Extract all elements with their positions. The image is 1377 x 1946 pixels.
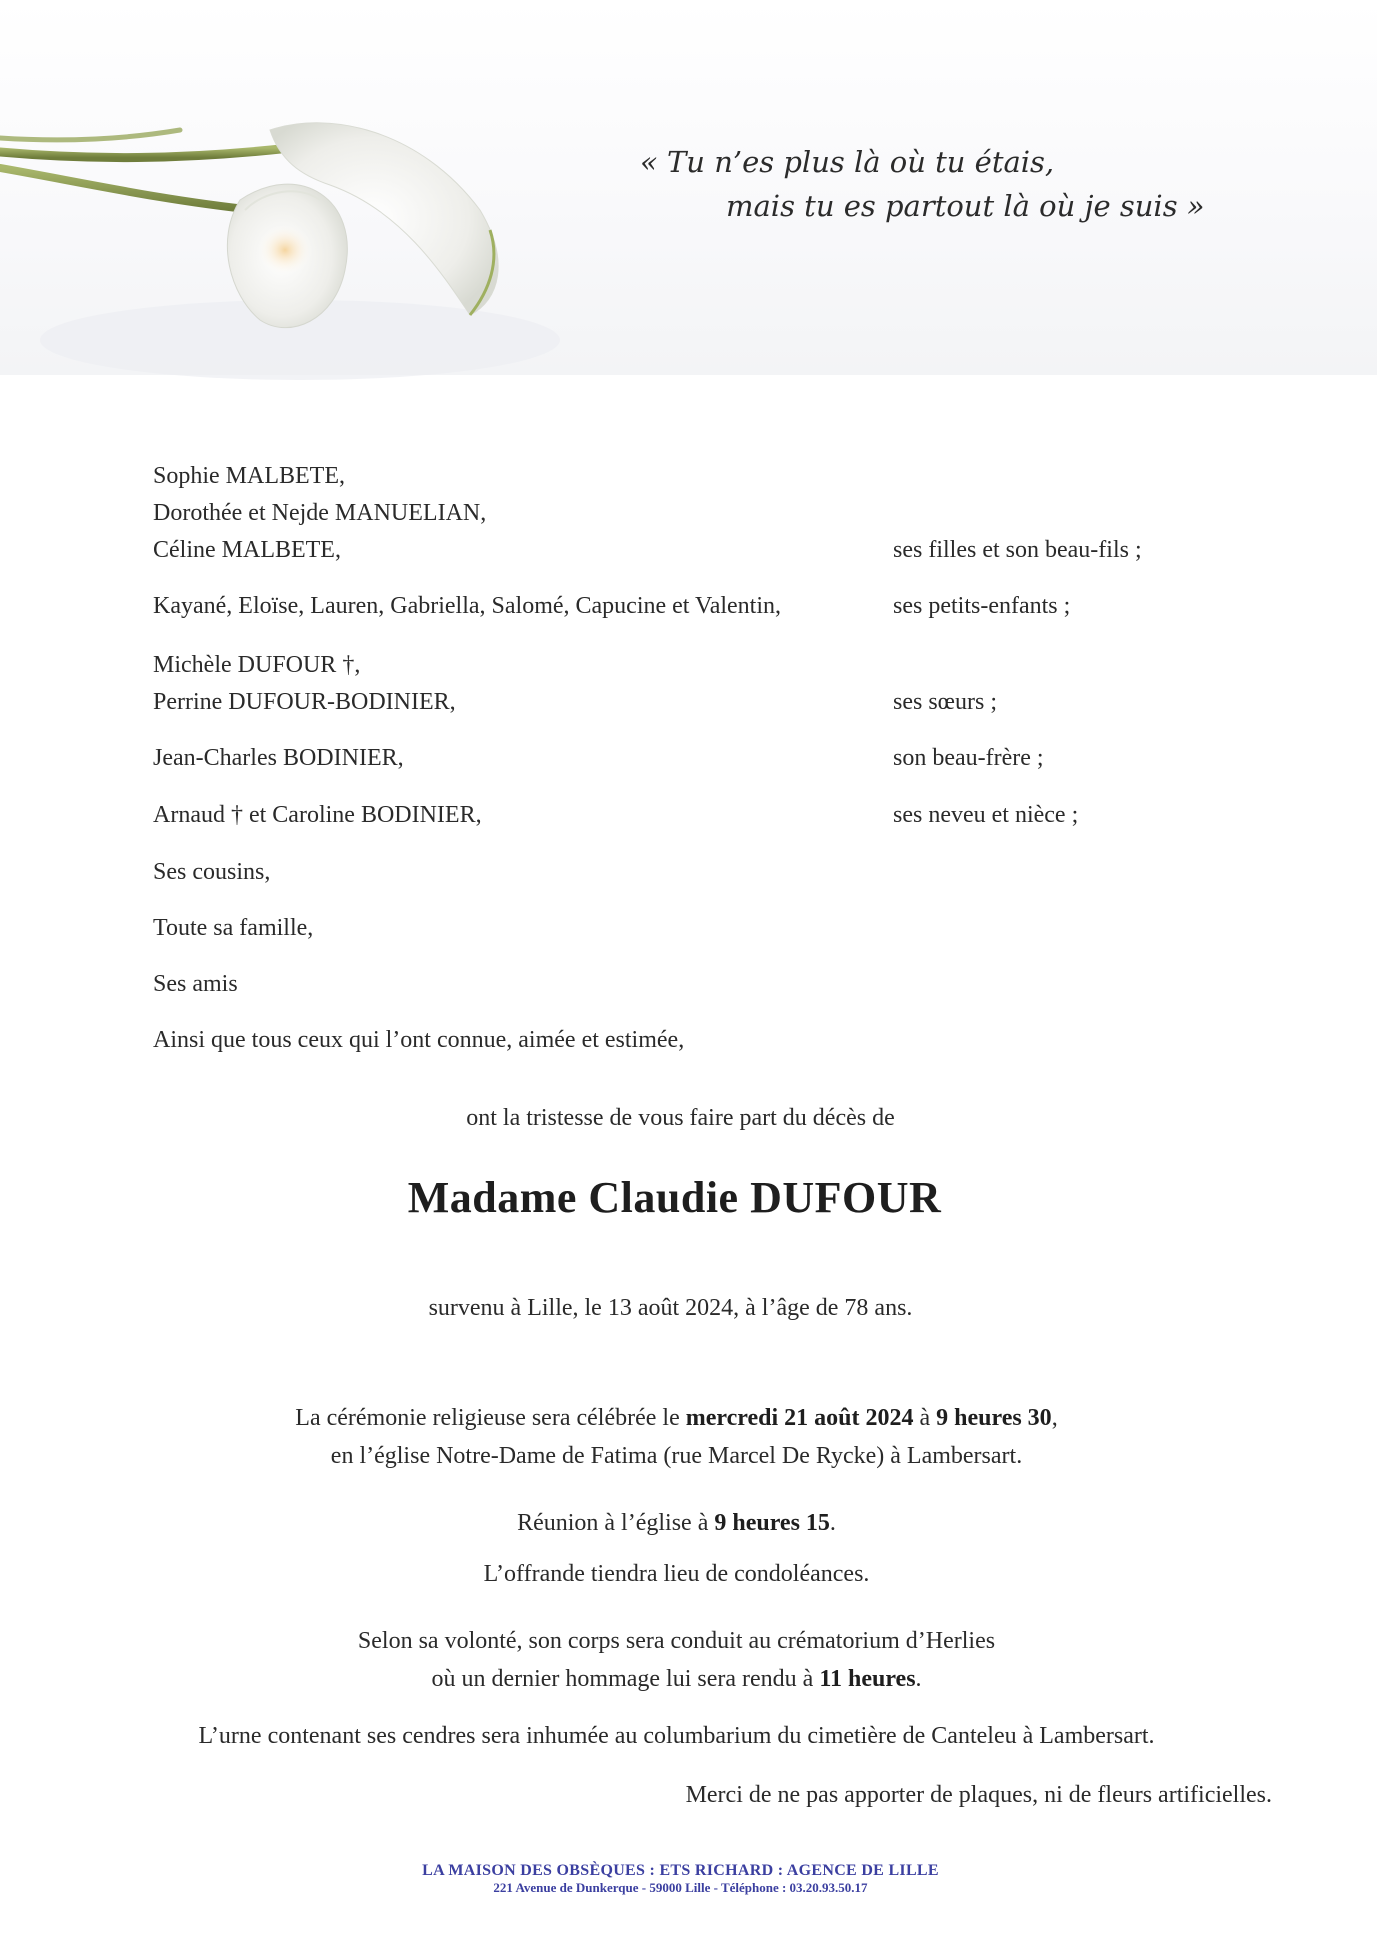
ceremony-text: , [1051, 1405, 1058, 1431]
family-name: Toute sa famille, [153, 915, 314, 941]
calla-lily-illustration [0, 90, 560, 380]
offering-line: L’offrande tiendra lieu de condoléances. [483, 1561, 870, 1587]
epigraph-quote [640, 140, 1205, 228]
urn-line: L’urne contenant ses cendres sera inhumée au columbarium du cimetière de Canteleu à Lambersart. [198, 1723, 1155, 1749]
no-plaques-line: Merci de ne pas apporter de plaques, ni de fleurs artificielles. [685, 1782, 1272, 1808]
footer-address: 221 Avenue de Dunkerque - 59000 Lille - Téléphone : 03.20.93.50.17 [493, 1880, 868, 1895]
family-name: Sophie MALBETE, [153, 463, 345, 489]
quote-line-1: « Tu n’es plus là où tu étais, [640, 145, 1055, 179]
family-relation: ses sœurs ; [893, 689, 998, 715]
cremation-text: . [915, 1666, 922, 1692]
family-relation: son beau-frère ; [893, 745, 1044, 771]
cremation-line-2 [0, 1661, 1365, 1698]
ceremony-text: à [913, 1405, 937, 1431]
footer-company: LA MAISON DES OBSÈQUES : ETS RICHARD : AGENCE DE LILLE [422, 1862, 939, 1879]
ceremony-line-1 [0, 1400, 1365, 1437]
cremation-time: 11 heures [819, 1666, 916, 1692]
family-name: Jean-Charles BODINIER, [153, 745, 404, 771]
ceremony-text: La cérémonie religieuse sera célébrée le [295, 1405, 686, 1431]
family-name: Kayané, Eloïse, Lauren, Gabriella, Salomé, Capucine et Valentin, [153, 593, 782, 619]
family-name: Michèle DUFOUR †, [153, 652, 361, 678]
family-name: Arnaud † et Caroline BODINIER, [153, 802, 482, 828]
cremation-line-1: Selon sa volonté, son corps sera conduit au crématorium d’Herlies [357, 1628, 996, 1654]
family-name: Ses cousins, [153, 859, 271, 885]
family-name: Ses amis [153, 971, 238, 997]
family-relation: ses filles et son beau-fils ; [893, 537, 1142, 563]
announcement-text: ont la tristesse de vous faire part du décès de [466, 1105, 895, 1131]
family-relation: ses petits-enfants ; [893, 593, 1071, 619]
family-name: Dorothée et Nejde MANUELIAN, [153, 500, 487, 526]
quote-line-2: mais tu es partout là où je suis » [726, 189, 1205, 223]
family-name: Perrine DUFOUR-BODINIER, [153, 689, 456, 715]
cremation-text: où un dernier hommage lui sera rendu à [431, 1666, 820, 1692]
ceremony-time: 9 heures 30 [936, 1405, 1052, 1431]
ceremony-line-2: en l’église Notre-Dame de Fatima (rue Marcel De Rycke) à Lambersart. [330, 1443, 1023, 1469]
funeral-home-footer [0, 1862, 1369, 1896]
ceremony-date: mercredi 21 août 2024 [685, 1405, 914, 1431]
death-info: survenu à Lille, le 13 août 2024, à l’âge de 78 ans. [428, 1295, 913, 1321]
meeting-line [0, 1505, 1365, 1542]
meeting-text: . [829, 1510, 836, 1536]
meeting-text: Réunion à l’église à [517, 1510, 715, 1536]
family-name: Ainsi que tous ceux qui l’ont connue, aimée et estimée, [153, 1027, 685, 1053]
deceased-name: Madame Claudie DUFOUR [407, 1173, 942, 1222]
family-relation: ses neveu et nièce ; [893, 802, 1079, 828]
meeting-time: 9 heures 15 [714, 1510, 830, 1536]
family-name: Céline MALBETE, [153, 537, 341, 563]
